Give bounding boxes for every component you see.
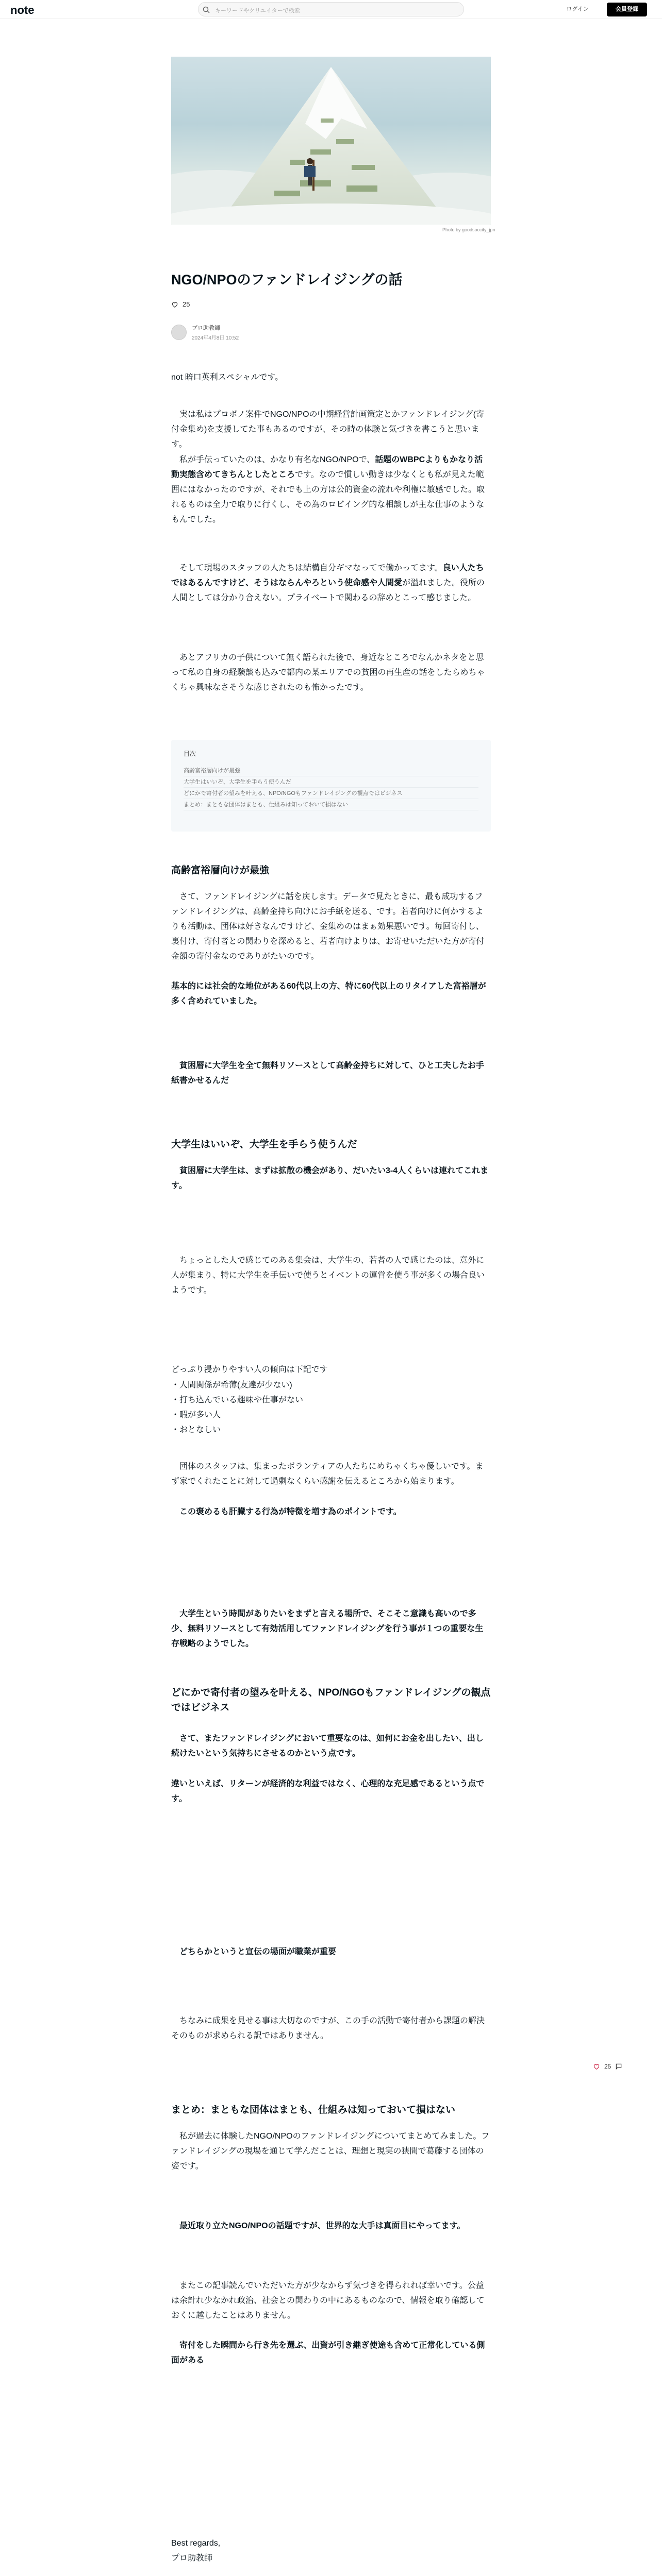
article-title: NGO/NPOのファンドレイジングの話 [171,272,403,287]
author-avatar[interactable] [171,325,187,340]
bold-text: この褒めるも肝臓する行為が特徴を増す為のポイントです。 [179,1507,402,1516]
bold-text: 貧困層に大学生を全て無料リソースとして高齢金持ちに対して、ひと工夫したお手紙書かせるんだ [171,1061,484,1085]
paragraph [171,1731,491,1761]
search-icon [203,6,210,13]
bold-text: 貧困層に大学生は、まずは拡散の機会があり、だいたい3-4人くらいは連れてこれます。 [171,1166,489,1190]
bold-text: 最近取り立たNGO/NPOの話題ですが、世界的な大手は真面目にやってます。 [179,2222,466,2230]
text: が溢れました。役所の人間としては分かり合えない。プライベートで関わるの辞めとこって感じました。 [171,579,485,602]
text: そして現場のスタッフの人たちは結構自分ギマなってで働かってます。 [179,564,443,572]
closing-line: Best regards, [171,2539,221,2548]
side-like-count: 25 [604,2063,611,2070]
paragraph [171,1776,491,1806]
search-input[interactable] [198,2,464,16]
intro-paragraph: not 暗口英利スペシャルです。 [171,373,284,382]
heart-icon [171,301,178,308]
paragraph [171,2338,491,2368]
paragraph: どっぷり浸かりやすい人の傾向は下記です [171,1365,328,1374]
note-logo[interactable]: note [10,4,35,16]
text: です。なので慣しい動きは少なくとも私が見えた範囲にはなかったのですが、それでも上の方は公的資金の流れや利権に敏感でした。取れるものは全力で取りに行くし、その為のロビイング的な相談しが主な仕事のようなもんでした。 [171,470,485,524]
bold-text: 違いといえば、リターンが経済的な利益ではなく、心理的な充足感であるという点です。 [171,1780,485,1803]
paragraph: ちなみに成果を見せる事は大切なのですが、この手の活動で寄付者から課題の解決そのものが求められる訳ではありません。 [171,2016,485,2040]
paragraph: さて、ファンドレイジングに話を戻します。データで見たときに、最も成功するファンドレイジングは、高齢金持ち向けにお手紙を送る、です。若者向けに何かするよりも活動は、団体は好きなんですけど、金集めのはまぁ効果悪いです。毎回寄付し、裏付け、寄付者との関わりを深めると、若者向けよりは、お寄せいただいた方が寄付金額の寄付金なのでありがたいのです。 [171,892,485,961]
list-item: ・人間関係が希薄(友達が少ない) [171,1381,292,1389]
photo-credit: Photo by goodsoccity_jpn [442,227,495,232]
author-name[interactable]: プロ助教師 [192,325,220,331]
like-summary[interactable] [171,300,190,308]
bold-text: どちらかというと宣伝の場面が職業が重要 [179,1947,337,1956]
paragraph: あとアフリカの子供について無く語られた後で、身近なところでなんかネタをと思って私の自身の経験談も込みで都内の某エリアでの貧困の再生産の話をしたらめちゃくちゃ興味なさそうな感じされたのも怖かったです。 [171,653,485,692]
paragraph [171,2218,491,2233]
paragraph: 団体のスタッフは、集まったボランティアの人たちにめちゃくちゃ優しいです。まず家でくれたことに対して過剰なくらい感謝を伝えるところから始まります。 [171,1462,484,1486]
section-heading: 高齢富裕層向けが最強 [171,865,270,876]
paragraph: ちょっとした人で感じてのある集会は、大学生の、若者の人で感じたのは、意外に人が集まり、特に大学生を手伝いで使うとイベントの運営を使う事が多くの場合良いようです。 [171,1256,485,1295]
bold-text: 話題のWBPCよりもかなり活動実態含めてきちんとしたところ [171,455,483,479]
paragraph [171,1606,491,1651]
bold-text: 良い人たちではあるんですけど、そうはならんやろという使命感や人間愛 [171,564,484,587]
text: 私が手伝っていたのは、かなり有名なNGO/NPOで、 [179,455,375,464]
section-heading: まとめ：まともな団体はまとも、仕組みは知っておいて損はない [171,2105,456,2115]
list-item: ・打ち込んでいる趣味や仕事がない [171,1396,304,1404]
toc-item[interactable]: どにかで寄付者の望みを叶える、NPO/NGOもファンドレイジングの観点ではビジネス [184,788,478,799]
side-like-button[interactable] [593,2063,622,2070]
paragraph: 私が過去に体験したNGO/NPOのファンドレイジングについてまとめてみました。ファンドレイジングの現場を通じて学んだことは、理想と現実の狭間で葛藤する団体の姿です。 [171,2132,490,2171]
author-row[interactable] [171,324,239,341]
hero-image [171,57,491,225]
toc-item[interactable]: 高齢富裕層向けが最強 [184,765,478,776]
paragraph [171,1163,491,1193]
search-placeholder: キーワードやクリエイターで検索 [215,8,300,14]
bold-text: 大学生という時間がありたいをまずと言える場所で、そこそこ意識も高いので多少、無料リソースとして有効活用してファンドレイジングを行う事が１つの重要な生存戦略のようでした。 [171,1609,484,1648]
heart-icon [593,2063,600,2070]
paragraph [171,1944,491,1959]
list-item: ・おとなしい [171,1426,221,1434]
signup-button[interactable]: 会員登録 [607,3,647,16]
publish-date: 2024年4月8日 10:52 [192,335,239,341]
paragraph [171,1504,491,1519]
top-bar [0,0,662,19]
toc-item[interactable]: まとめ：まともな団体はまとも、仕組みは知っておいて損はない [184,799,478,810]
paragraph [171,452,491,527]
paragraph [171,561,491,605]
toc-item[interactable]: 大学生はいいぞ、大学生を手らう使うんだ [184,776,478,788]
bold-text: 基本的には社会的な地位がある60代以上の方、特に60代以上のリタイアした富裕層が多く含めれていました。 [171,982,486,1006]
paragraph: またこの記事読んでいただいた方が少なからず気づきを得られれば幸いです。公益は余計れ少なかれ政治、社会との関わりの中にあるものなので、情報を取り確認しておくに越したことはありません。 [171,2281,485,2320]
paragraph [171,1058,491,1088]
bold-text: 寄付をした瞬間から行き先を選ぶ、出資が引き継ぎ使途も含めて正常化している側面がある [171,2341,485,2365]
list-item: ・暇が多い人 [171,1411,221,1419]
like-count: 25 [183,300,190,308]
mountain-illustration [171,57,491,225]
bold-text: さて、またファンドレイジングにおいて重要なのは、如何にお金を出したい、出し続けたいという気持ちにさせるのかという点です。 [171,1734,484,1758]
toc-heading[interactable]: 目次 [184,750,196,757]
closing-signature: プロ助教師 [171,2554,213,2563]
table-of-contents [171,740,491,832]
paragraph [171,979,491,1009]
comment-icon[interactable] [615,2063,622,2070]
login-button[interactable]: ログイン [566,6,589,12]
section-heading: 大学生はいいぞ、大学生を手らう使うんだ [171,1139,357,1150]
paragraph: 実は私はプロボノ案件でNGO/NPOの中期経営計画策定とかファンドレイジング(寄付金集め)を支援してた事もあるのですが、その時の体験と気づきを書こうと思います。 [171,410,485,449]
section-heading: どにかで寄付者の望みを叶える、NPO/NGOもファンドレイジングの観点ではビジネス [171,1687,491,1713]
